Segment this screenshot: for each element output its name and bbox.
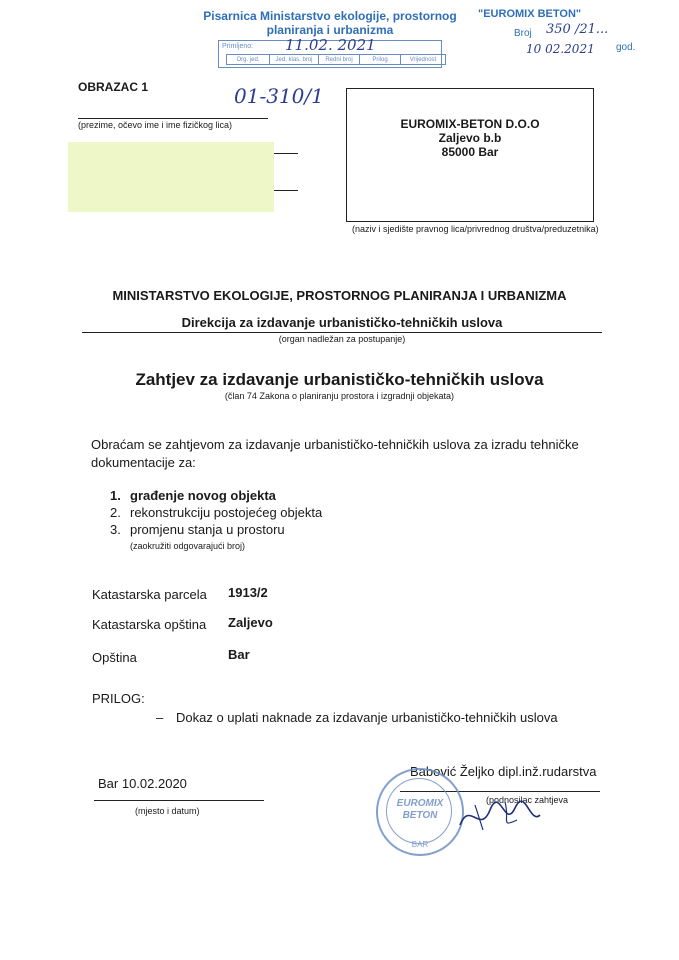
option-number: 1. xyxy=(110,488,121,503)
options-caption: (zaokružiti odgovarajući broj) xyxy=(130,541,246,551)
company-name: EUROMIX-BETON D.O.O xyxy=(400,117,540,131)
intro-line2: dokumentacije za: xyxy=(91,455,196,470)
seal-line1: EUROMIX xyxy=(396,798,444,809)
place-date: Bar 10.02.2020 xyxy=(98,776,187,791)
company-caption: (naziv i sjedište pravnog lica/privrednog društva/preduzetnika) xyxy=(352,224,599,234)
applicant-caption: (prezime, očevo ime i ime fizičkog lica) xyxy=(78,120,233,130)
corner-stamp-broj-value: 350 /21... xyxy=(546,22,609,37)
stamp-cell: Org. jed. xyxy=(227,55,270,65)
place-date-caption: (mjesto i datum) xyxy=(135,806,200,816)
option-number: 2. xyxy=(110,505,121,520)
ministry-name: MINISTARSTVO EKOLOGIJE, PROSTORNOG PLANIRANJA I URBANIZMA xyxy=(112,288,567,303)
signature xyxy=(455,790,545,840)
intro-line1: Obraćam se zahtjevom za izdavanje urbanističko-tehničkih uslova za izradu tehničke xyxy=(91,437,579,452)
attachment-dash: – xyxy=(156,710,164,725)
seal-line2: BETON xyxy=(402,810,438,821)
corner-stamp-date: 10 02.2021 xyxy=(526,42,595,56)
stamp-number: 01-310/1 xyxy=(234,84,324,108)
form-label: OBRAZAC 1 xyxy=(78,80,149,94)
applicant-line xyxy=(78,118,268,119)
field-label: Katastarska parcela xyxy=(92,587,207,602)
corner-stamp-god: god. xyxy=(616,42,636,53)
directorate-name: Direkcija za izdavanje urbanističko-tehničkih uslova xyxy=(181,315,503,330)
stamp-cell: Jed. klas. broj xyxy=(270,55,319,65)
stamp-received-label: Primljeno: xyxy=(222,43,254,50)
field-label: Katastarska opština xyxy=(92,617,207,632)
corner-stamp-line1: "EUROMIX BETON" xyxy=(478,8,582,20)
stamp-cell: Prilog xyxy=(360,55,401,65)
option-number: 3. xyxy=(110,522,121,537)
place-date-line xyxy=(94,800,264,801)
company-address: Zaljevo b.b xyxy=(438,131,502,145)
document-subtitle: (član 74 Zakona o planiranju prostora i izgradnji objekata) xyxy=(224,391,455,401)
stamp-cell: Redni broj xyxy=(319,55,360,65)
company-seal xyxy=(376,768,464,856)
directorate-caption: (organ nadležan za postupanje) xyxy=(278,334,406,344)
stamp-received-date: 11.02. 2021 xyxy=(285,36,376,54)
stamp-title-line2: planiranja i urbanizma xyxy=(266,23,394,37)
stamp-table xyxy=(226,54,446,65)
option-label: građenje novog objekta xyxy=(130,488,276,503)
field-value: Zaljevo xyxy=(228,615,273,630)
field-value: Bar xyxy=(228,647,250,662)
attachment-item: Dokaz o uplati naknade za izdavanje urbanističko-tehničkih uslova xyxy=(176,710,558,725)
applicant-line-3 xyxy=(274,190,298,191)
document-title: Zahtjev za izdavanje urbanističko-tehničkih uslova xyxy=(135,370,544,389)
stamp-title-line1: Pisarnica Ministarstvo ekologije, prostornog xyxy=(203,9,457,23)
seal-ring-text: BAR xyxy=(411,840,429,849)
signer-name: Babović Željko dipl.inž.rudarstva xyxy=(410,764,597,779)
option-label: rekonstrukciju postojećeg objekta xyxy=(130,505,323,520)
signer-caption: (podnosilac zahtjeva xyxy=(486,795,569,805)
directorate-line xyxy=(82,332,602,333)
corner-stamp-broj-label: Broj xyxy=(514,28,532,39)
company-city: 85000 Bar xyxy=(441,145,499,159)
stamp-cell: Vrijednost xyxy=(401,55,446,65)
field-label: Opština xyxy=(92,650,137,665)
attachment-label: PRILOG: xyxy=(92,691,145,706)
redacted-block xyxy=(68,142,274,212)
applicant-line-2 xyxy=(274,153,298,154)
field-value: 1913/2 xyxy=(228,585,268,600)
option-label: promjenu stanja u prostoru xyxy=(130,522,285,537)
